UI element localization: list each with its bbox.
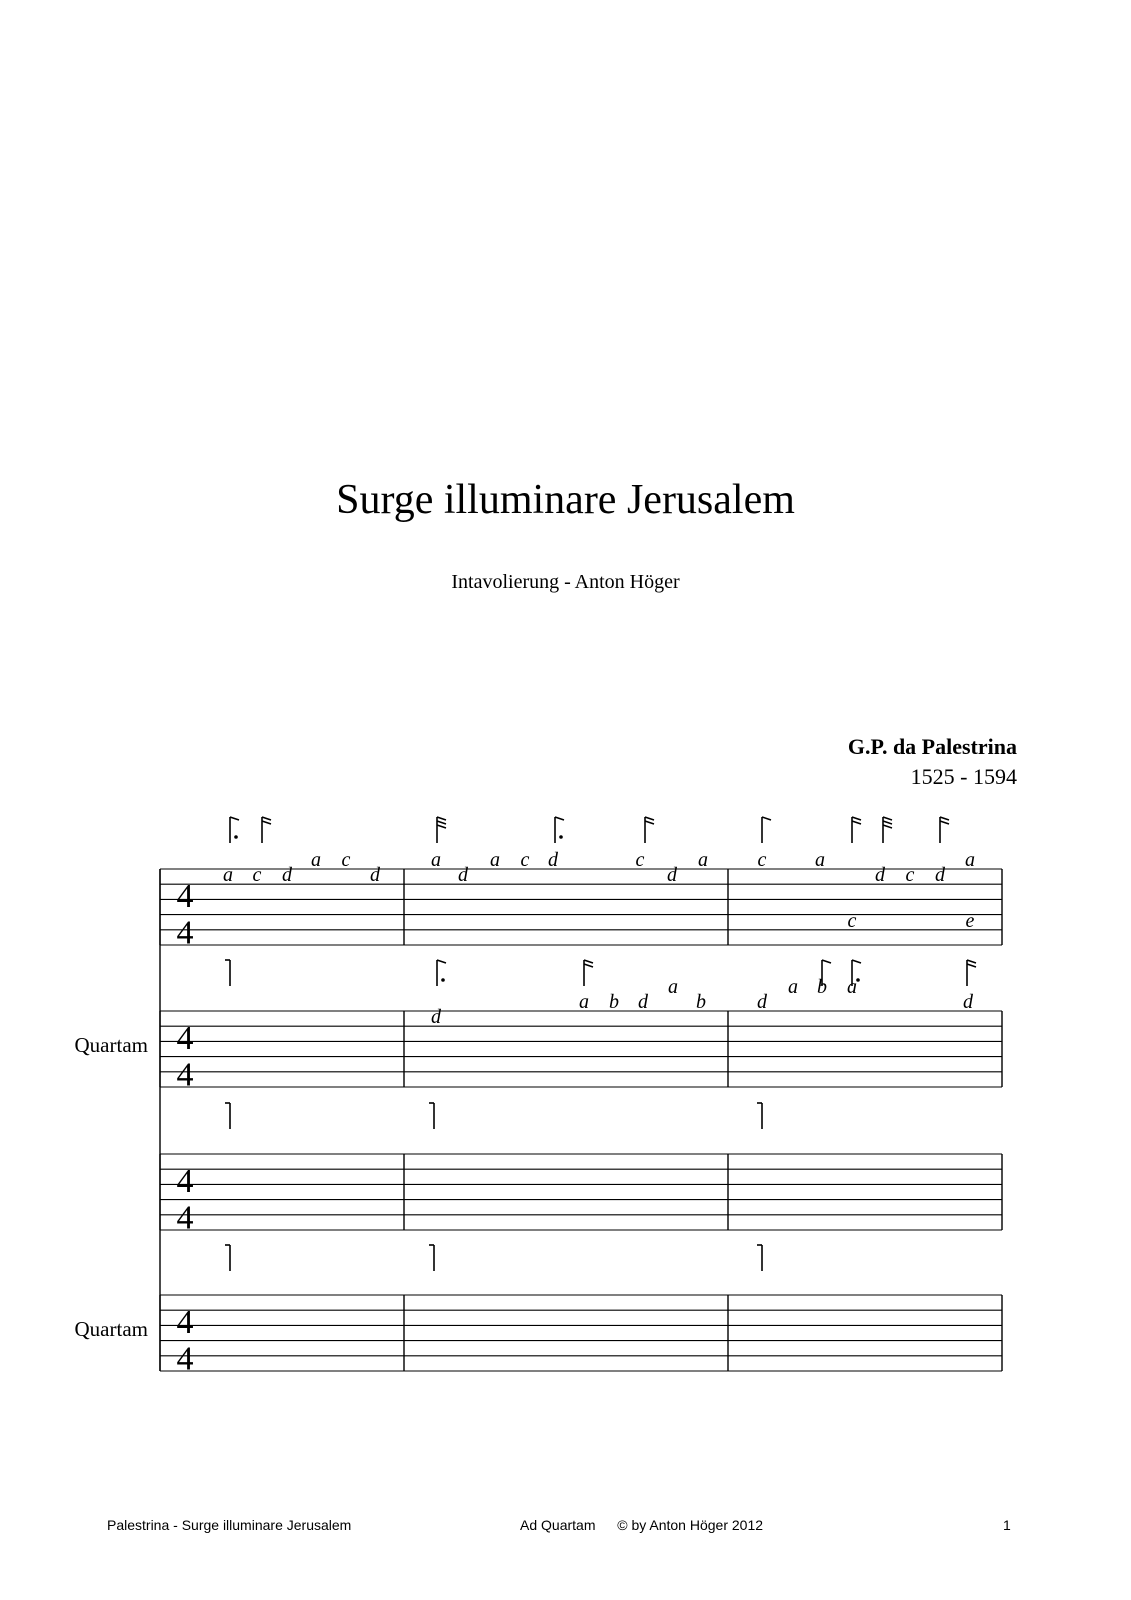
tab-letter: e [965,909,975,932]
rhythm-flag [429,1245,434,1271]
tab-letter: b [696,991,706,1013]
rhythm-flag [940,817,949,843]
system-label: Quartam [74,1033,148,1058]
time-signature-numerator: 4 [176,1304,194,1341]
rhythm-flag [584,960,593,986]
tab-letter: a [579,991,589,1013]
tab-letter: a [815,849,825,871]
rhythm-flag [645,817,654,843]
tab-letter: c [635,849,645,871]
tab-letter: c [757,849,767,871]
tab-letter: a [311,849,321,871]
footer-copyright: © by Anton Höger 2012 [617,1517,764,1533]
rhythm-flag [437,960,446,986]
tab-letter: d [370,864,380,887]
page-number: 1 [1003,1517,1011,1533]
time-signature-denominator: 4 [176,914,194,952]
time-signature-denominator: 4 [176,1199,194,1237]
time-signature-denominator: 4 [176,1056,194,1094]
footer-left: Palestrina - Surge illuminare Jerusalem [107,1517,352,1533]
rhythm-flag [225,1245,230,1271]
rhythm-flag [225,960,230,986]
rhythm-flag [852,817,861,843]
tab-letter: d [431,1006,441,1029]
rhythm-flag [429,1103,434,1129]
tab-letter: d [875,864,885,887]
rhythm-flag [262,817,271,843]
tab-letter: d [638,991,648,1013]
composer-name: G.P. da Palestrina [847,734,1017,759]
tab-letter: a [668,975,678,998]
tab-letter: d [282,864,292,887]
rhythm-flag [555,817,564,843]
page-subtitle: Intavolierung - Anton Höger [451,571,680,593]
tab-letter: d [667,864,677,887]
rhythm-flag [757,1245,762,1271]
tab-letter: c [520,849,530,871]
time-signature-denominator: 4 [176,1340,194,1378]
tab-letter: a [847,975,857,998]
tab-letter: a [965,849,975,871]
tab-letter: c [341,849,351,871]
tab-letter: a [431,849,441,871]
footer-edition: Ad Quartam [520,1517,596,1533]
rhythm-flag [437,817,446,843]
time-signature-numerator: 4 [176,1163,194,1200]
tab-letter: b [609,991,619,1013]
tab-letter: d [963,991,973,1013]
rhythm-flag [230,817,239,843]
tab-letter: a [223,864,233,887]
tab-letter: d [757,991,767,1013]
footer-center [520,1517,763,1533]
tab-letter: c [905,864,915,887]
composer-dates: 1525 - 1594 [910,764,1017,789]
page-title: Surge illuminare Jerusalem [336,477,795,523]
time-signature-numerator: 4 [176,878,194,915]
tab-letter: c [252,864,262,887]
rhythm-flag [757,1103,762,1129]
rhythm-flag [967,960,976,986]
tab-letter: a [490,849,500,871]
tab-letter: b [817,975,827,998]
rhythm-flag [883,817,892,843]
rhythm-flag [225,1103,230,1129]
system-label: Quartam [74,1317,148,1342]
tab-letter: d [935,864,945,887]
time-signature-numerator: 4 [176,1020,194,1057]
tab-letter: a [698,849,708,871]
tab-letter: d [548,849,558,871]
tab-letter: c [847,909,857,932]
tab-letter: d [458,864,468,887]
rhythm-flag [762,817,771,843]
tab-letter: a [788,975,798,998]
